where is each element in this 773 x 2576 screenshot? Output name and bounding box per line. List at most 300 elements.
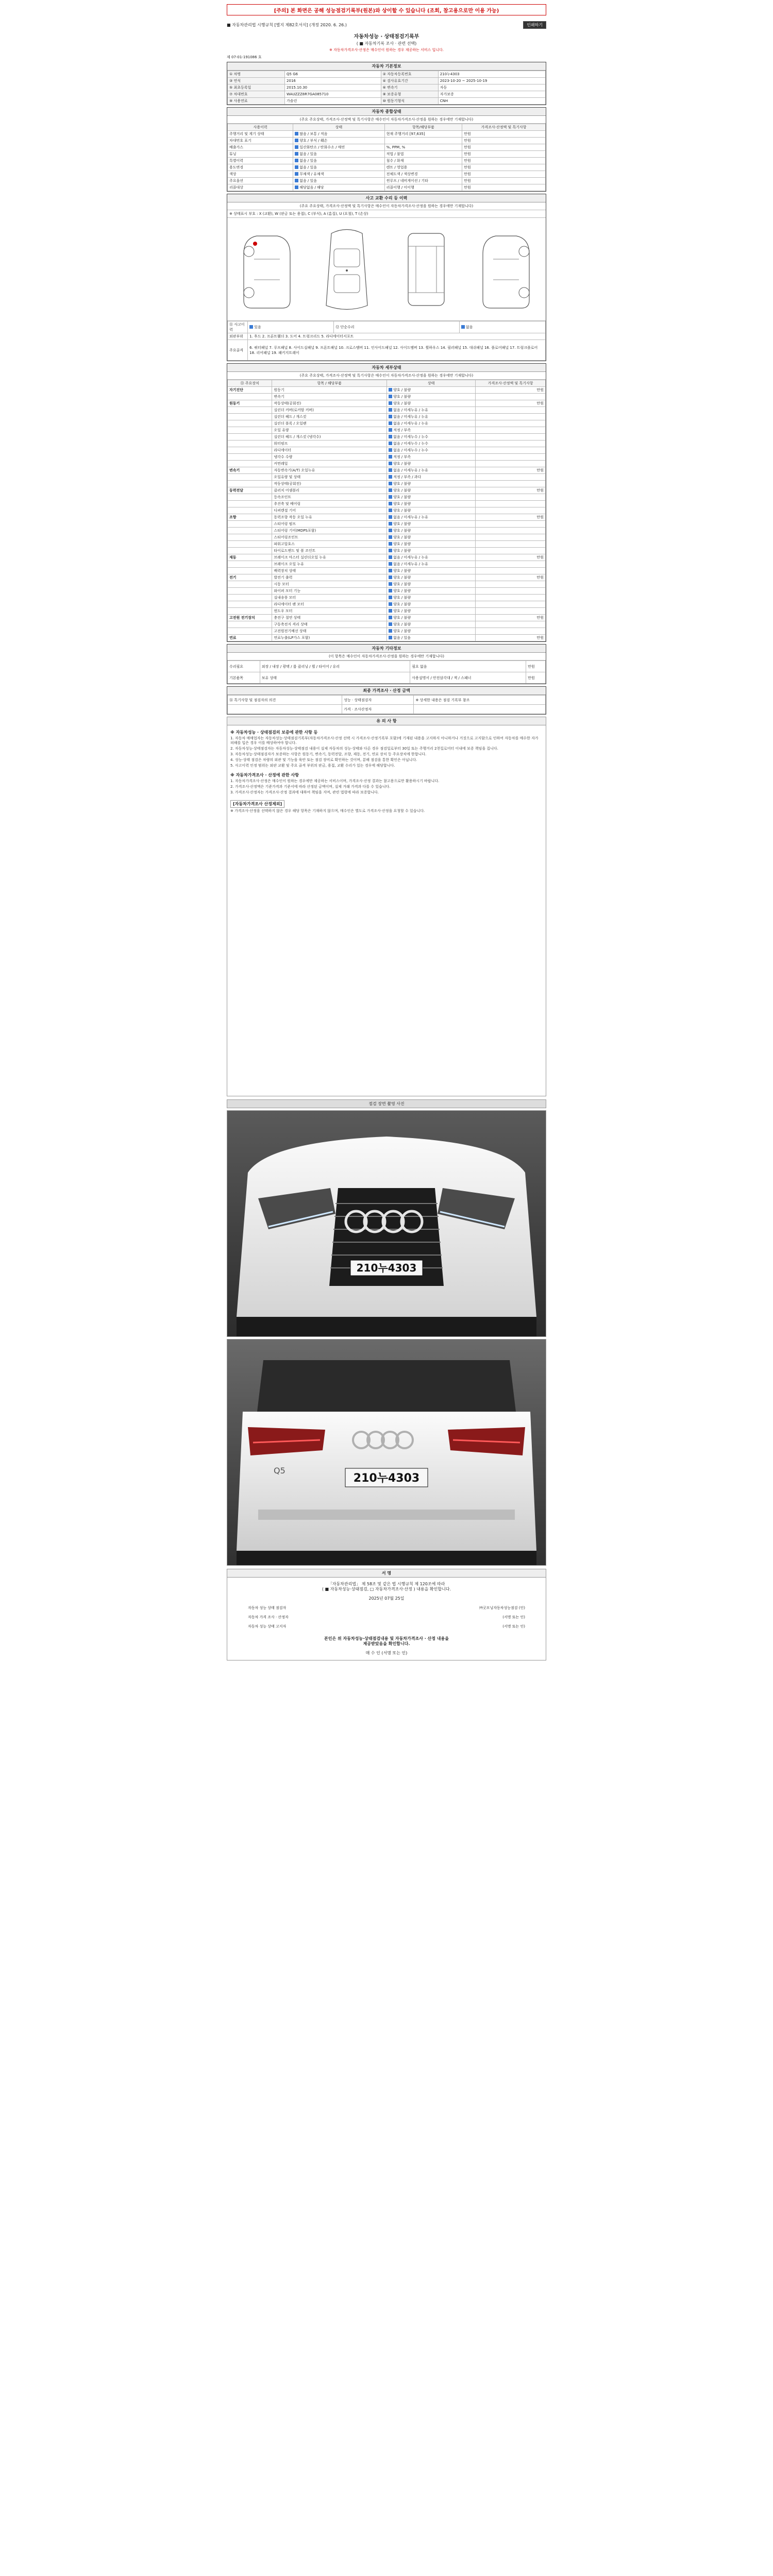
detail-cell: [228, 528, 272, 534]
note-paragraph: 5. 사고이력 인정 범위는 외판 교환 및 주요 골격 부위의 판금, 용접, 교환 수리가 있는 경우에 해당합니다.: [230, 764, 395, 768]
note-paragraph: 3. 자동차성능·상태점검자가 보증하는 사항은 원동기, 변속기, 동력전달, 조향, 제동, 전기, 연료 장치 등 주요장치에 한합니다.: [230, 752, 427, 756]
detail-cell: 양호 / 불량: [387, 494, 476, 501]
status-cell: 없음 / 있음: [293, 151, 384, 158]
status-cell: 배출가스: [228, 144, 293, 151]
notes-list-1: [230, 736, 543, 768]
detail-cell: [476, 581, 546, 588]
detail-checkbox[interactable]: [389, 542, 392, 546]
detail-cell: 없음 / 미세누유 / 누유: [387, 514, 476, 521]
detail-row: [228, 514, 546, 521]
detail-cell: [476, 507, 546, 514]
status-checkbox[interactable]: [295, 179, 298, 182]
basic-info-label: ④ 검사유효기간: [381, 78, 438, 84]
detail-row: [228, 494, 546, 501]
detail-row: [228, 434, 546, 440]
appraisal-cell: ※ 상세한 내용은 점검 기록부 참조: [414, 696, 546, 705]
note-paragraph: 4. 성능·상태 점검은 차량의 외관 및 기능을 육안 또는 점검 장비로 확인하는 것이며, 분해 점검을 통한 확인은 아닙니다.: [230, 758, 417, 762]
document-number: 제 07-01-191086 호: [227, 55, 262, 59]
detail-header-cell: 항목 / 해당부품: [272, 380, 387, 387]
detail-cell: 타이로드엔드 및 볼 조인트: [272, 548, 387, 554]
detail-checkbox[interactable]: [389, 522, 392, 526]
detail-checkbox[interactable]: [389, 421, 392, 425]
status-cell: 용도변경: [228, 164, 293, 171]
detail-cell: 오일 유량: [272, 427, 387, 434]
status-title: 자동차 종합상태: [227, 108, 546, 116]
detail-cell: 충전구 절연 상태: [272, 615, 387, 621]
detail-cell: [476, 427, 546, 434]
detail-cell: [228, 501, 272, 507]
detail-cell: [228, 581, 272, 588]
detail-checkbox[interactable]: [389, 442, 392, 445]
detail-cell: 양호 / 불량: [387, 487, 476, 494]
detail-row: [228, 394, 546, 400]
detail-row: [228, 528, 546, 534]
status-header-cell: 상태: [293, 124, 384, 131]
detail-cell: 구동축전지 격리 상태: [272, 621, 387, 628]
status-cell: 만원: [462, 164, 546, 171]
status-cell: 만원: [462, 184, 546, 191]
rear-badge-text: Q5: [274, 1466, 285, 1476]
detail-cell: 없음 / 미세누수 / 누수: [387, 440, 476, 447]
detail-table: [227, 380, 546, 641]
basic-info-label: ③ 연식: [228, 78, 285, 84]
detail-cell: 양호 / 불량: [387, 534, 476, 541]
status-cell: 특별이력: [228, 158, 293, 164]
appraisal-table: [227, 695, 546, 714]
car-rear-image: [227, 1340, 546, 1566]
detail-checkbox[interactable]: [389, 589, 392, 592]
detail-cell: 워터펌프: [272, 440, 387, 447]
detail-cell: [476, 548, 546, 554]
basic-info-value: 2016: [285, 78, 381, 84]
detail-checkbox[interactable]: [389, 475, 392, 479]
accident-desc: (주요 주요상태, 가격조사·산정액 및 특기사항은 매수인이 자동차가격조사·산정을 원하는 경우에만 기재합니다): [227, 202, 546, 210]
detail-cell: 양호 / 불량: [387, 581, 476, 588]
status-cell: 튜닝: [228, 151, 293, 158]
detail-cell: 만원: [476, 487, 546, 494]
basic-info-label: ⑥ 변속기: [381, 84, 438, 91]
detail-checkbox[interactable]: [389, 622, 392, 626]
detail-row: [228, 501, 546, 507]
detail-row: [228, 615, 546, 621]
detail-cell: [228, 434, 272, 440]
simple-repair-label: ⑫ 단순수리: [334, 321, 460, 333]
appraisal-cell: [414, 705, 546, 714]
detail-cell: 만원: [476, 400, 546, 407]
detail-checkbox[interactable]: [389, 455, 392, 459]
detail-cell: 양호 / 불량: [387, 595, 476, 601]
status-cell: [384, 138, 462, 144]
notes-title: 유 의 사 항: [227, 717, 546, 725]
sign-role: 자동차 성능 상태 고지자: [248, 1624, 287, 1629]
sign-footer-1: 본인은 위 자동차성능·상태점검내용 및 자동차가격조사 · 산정 내용을: [324, 1636, 449, 1641]
accident-section: [227, 194, 546, 361]
detail-cell: 커먼레일: [272, 461, 387, 467]
detail-row: [228, 534, 546, 541]
option-cell: 보유 상태: [260, 672, 410, 684]
detail-cell: 양호 / 불량: [387, 481, 476, 487]
detail-cell: [228, 588, 272, 595]
appraisal-title: 최종 가격조사 · 산정 금액: [227, 687, 546, 695]
detail-row: [228, 440, 546, 447]
detail-row: [228, 474, 546, 481]
detail-cell: 없음 / 미세누유 / 누유: [387, 420, 476, 427]
status-checkbox[interactable]: [295, 152, 298, 156]
option-title: 자동차 기타정보: [227, 645, 546, 653]
detail-header-cell: ⑬ 주요장치: [228, 380, 272, 387]
detail-cell: 양호 / 불량: [387, 568, 476, 574]
status-cell: 많음 / 보통 / 적음: [293, 131, 384, 138]
detail-cell: [228, 548, 272, 554]
detail-checkbox[interactable]: [389, 435, 392, 438]
main-frame-list: 6. 쿼터패널 7. 루프패널 8. 사이드실패널 9. 프론트패널 10. 크로스멤버 11. 인사이드패널 12. 사이드멤버 13. 휠하우스 14. 필러패널 15. 대쉬패널 16. 플로어패널 17. 트렁크플로어 18. 리어패널 19. 패키지트레이: [248, 340, 546, 361]
detail-cell: [228, 447, 272, 454]
basic-info-row: [228, 71, 546, 78]
detail-cell: [228, 407, 272, 414]
detail-cell: 변속기: [228, 467, 272, 474]
detail-cell: [476, 588, 546, 595]
appraisal-cell: [228, 705, 342, 714]
detail-cell: [476, 541, 546, 548]
detail-cell: 실린더 커버(로커암 커버): [272, 407, 387, 414]
notes-body: [227, 725, 546, 1096]
detail-cell: 브레이크 오일 누유: [272, 561, 387, 568]
detail-checkbox[interactable]: [389, 415, 392, 418]
basic-info-value: 자동: [438, 84, 545, 91]
detail-cell: [228, 568, 272, 574]
detail-checkbox[interactable]: [389, 549, 392, 552]
detail-cell: 양호 / 불량: [387, 394, 476, 400]
status-checkbox[interactable]: [295, 139, 298, 142]
basic-info-value: 가솔린: [285, 98, 381, 105]
detail-cell: 양호 / 불량: [387, 400, 476, 407]
main-frame-label: 주요골격: [228, 340, 248, 361]
basic-info-row: [228, 84, 546, 91]
detail-cell: 없음 / 미세누수 / 누수: [387, 447, 476, 454]
status-header-cell: 항목/해당부품: [384, 124, 462, 131]
detail-header-row: [228, 380, 546, 387]
detail-checkbox[interactable]: [389, 529, 392, 532]
option-cell: 외장 / 내장 / 광택 / 룸 클리닝 / 휠 / 타이어 / 유리: [260, 661, 410, 672]
detail-cell: [228, 494, 272, 501]
status-cell: 만원: [462, 151, 546, 158]
detail-checkbox[interactable]: [389, 502, 392, 505]
detail-cell: 실내송풍 모터: [272, 595, 387, 601]
sign-signature: (서명 또는 인): [502, 1624, 525, 1629]
sign-role: 자동차 가격 조사 · 산정자: [248, 1615, 289, 1619]
detail-cell: 라디에이터: [272, 447, 387, 454]
sign-title: 서 명: [227, 1569, 546, 1578]
detail-cell: 양호 / 불량: [387, 387, 476, 394]
detail-row: [228, 427, 546, 434]
detail-checkbox[interactable]: [389, 388, 392, 392]
detail-checkbox[interactable]: [389, 495, 392, 499]
basic-info-value: 2023-10-20 ~ 2025-10-19: [438, 78, 545, 84]
detail-cell: 스티어링 펌프: [272, 521, 387, 528]
detail-cell: [228, 461, 272, 467]
detail-cell: [476, 628, 546, 635]
detail-checkbox[interactable]: [389, 555, 392, 559]
detail-checkbox[interactable]: [389, 575, 392, 579]
status-cell: 주행거리 및 계기 상태: [228, 131, 293, 138]
detail-cell: [228, 481, 272, 487]
sign-row: [238, 1605, 535, 1611]
detail-checkbox[interactable]: [389, 616, 392, 619]
detail-cell: 등속조인트: [272, 494, 387, 501]
status-cell: 없음 / 있음: [293, 158, 384, 164]
status-cell: 리콜이행 / 미이행: [384, 184, 462, 191]
detail-cell: [476, 608, 546, 615]
detail-cell: 실린더 블록 / 오일팬: [272, 420, 387, 427]
detail-cell: 발전기 출력: [272, 574, 387, 581]
status-cell: 양호 / 부식 / 훼손: [293, 138, 384, 144]
sign-signature: (서명 또는 인): [502, 1615, 525, 1619]
option-cell: 만원: [526, 672, 546, 684]
detail-cell: 제동: [228, 554, 272, 561]
detail-cell: [476, 461, 546, 467]
detail-cell: 자동변속기(A/T) 오일누유: [272, 467, 387, 474]
sign-line-2: ( ■ 자동차성능·상태점검, □ 자동차가격조사·산정 ) 내용을 확인합니다.: [322, 1587, 451, 1591]
frame-parts-list: 1. 후드 2. 프론트휀더 3. 도어 4. 트렁크리드 5. 라디에이터서포트: [248, 333, 546, 340]
detail-cell: [476, 440, 546, 447]
detail-row: [228, 554, 546, 561]
option-cell: 수리필요: [228, 661, 260, 672]
detail-cell: 작동상태(공회전): [272, 481, 387, 487]
detail-cell: [476, 595, 546, 601]
detail-cell: [476, 454, 546, 461]
detail-checkbox[interactable]: [389, 468, 392, 472]
detail-cell: [228, 394, 272, 400]
basic-info-section: [227, 62, 546, 105]
detail-cell: 양호 / 불량: [387, 521, 476, 528]
detail-row: [228, 507, 546, 514]
detail-cell: 적정 / 부족: [387, 427, 476, 434]
basic-info-label: ⑧ 보증유형: [381, 91, 438, 98]
detail-row: [228, 574, 546, 581]
detail-checkbox[interactable]: [389, 428, 392, 432]
basic-info-label: ② 자동차등록번호: [381, 71, 438, 78]
status-row: [228, 138, 546, 144]
detail-checkbox[interactable]: [389, 569, 392, 572]
detail-row: [228, 608, 546, 615]
option-table: [227, 660, 546, 684]
detail-row: [228, 568, 546, 574]
basic-info-value: 2015.10.30: [285, 84, 381, 91]
sign-body: [227, 1578, 546, 1660]
detail-cell: 전기: [228, 574, 272, 581]
detail-row: [228, 541, 546, 548]
detail-checkbox[interactable]: [389, 509, 392, 512]
status-cell: %, PPM, %: [384, 144, 462, 151]
note-paragraph: 2. 가격조사·산정액은 기준가격과 기준서에 따라 산정된 금액이며, 실제 거래 가격과 다를 수 있습니다.: [230, 785, 391, 789]
detail-row: [228, 447, 546, 454]
sign-row: [238, 1615, 535, 1620]
detail-cell: [476, 434, 546, 440]
detail-cell: [476, 394, 546, 400]
detail-cell: 냉각수 수량: [272, 454, 387, 461]
status-row: [228, 151, 546, 158]
detail-cell: 없음 / 미세누유 / 누유: [387, 554, 476, 561]
status-checkbox[interactable]: [295, 172, 298, 176]
form-number: ■ 자동차관리법 시행규칙 [별지 제82호서식] (개정 2020. 6. 26.): [227, 22, 347, 27]
status-cell: 만원: [462, 171, 546, 178]
detail-cell: 실린더 헤드 / 개스킷 (냉각수): [272, 434, 387, 440]
accident-title: 사고 교환 수리 등 이력: [227, 194, 546, 202]
car-front-image: [227, 1111, 546, 1337]
detail-checkbox[interactable]: [389, 636, 392, 639]
status-checkbox[interactable]: [295, 185, 298, 189]
detail-cell: 원동기: [272, 387, 387, 394]
option-row: [228, 661, 546, 672]
status-checkbox[interactable]: [295, 145, 298, 149]
sign-rows: [238, 1605, 535, 1629]
detail-checkbox[interactable]: [389, 582, 392, 586]
detail-cell: 라디에이터 팬 모터: [272, 601, 387, 608]
inspection-document: [227, 21, 546, 1660]
status-checkbox[interactable]: [295, 165, 298, 169]
accident-history-value: 있음: [248, 321, 334, 333]
detail-cell: [228, 414, 272, 420]
detail-row: [228, 628, 546, 635]
detail-checkbox[interactable]: [389, 448, 392, 452]
detail-checkbox[interactable]: [389, 462, 392, 465]
detail-row: [228, 407, 546, 414]
detail-row: [228, 561, 546, 568]
detail-row: [228, 588, 546, 595]
detail-cell: 고전원전기배선 상태: [272, 628, 387, 635]
basic-info-label: ⑨ 사용연료: [228, 98, 285, 105]
detail-checkbox[interactable]: [389, 488, 392, 492]
detail-cell: [476, 481, 546, 487]
car-side-right-icon: [473, 223, 540, 316]
detail-cell: [228, 561, 272, 568]
detail-cell: 양호 / 불량: [387, 461, 476, 467]
basic-info-row: [228, 98, 546, 105]
detail-cell: 브레이크 마스터 실린더오일 누유: [272, 554, 387, 561]
detail-checkbox[interactable]: [389, 482, 392, 485]
notes-list-3: [230, 809, 543, 814]
notice-banner: [주의] 본 화면은 공해 성능점검기록부(원본)와 상이할 수 있습니다 (조회, 참고용으로만 이용 가능): [227, 4, 546, 15]
detail-checkbox[interactable]: [389, 596, 392, 599]
document-title: 자동차성능 · 상태점검기록부: [354, 34, 419, 40]
detail-cell: 연료: [228, 635, 272, 641]
notes-heading-1: ※ 자동차성능 · 상태점검의 보증에 관한 사항 등: [230, 730, 318, 735]
option-cell: 기본품목: [228, 672, 260, 684]
status-cell: 전체도색 / 색상변경: [384, 171, 462, 178]
status-cell: 없음 / 있음: [293, 178, 384, 184]
print-button[interactable]: 인쇄하기: [523, 21, 546, 29]
sign-row: [238, 1624, 535, 1629]
detail-cell: 양호 / 불량: [387, 601, 476, 608]
detail-cell: 없음 / 미세누유 / 누유: [387, 407, 476, 414]
detail-cell: 적정 / 부족: [387, 454, 476, 461]
detail-checkbox[interactable]: [389, 562, 392, 566]
accident-yes-checkbox[interactable]: [249, 325, 253, 329]
detail-checkbox[interactable]: [389, 408, 392, 412]
status-checkbox[interactable]: [295, 159, 298, 162]
car-diagram: [227, 218, 546, 321]
notes-heading-2: ※ 자동차가격조사 · 산정에 관한 사항: [230, 773, 299, 777]
status-cell: 만원: [462, 144, 546, 151]
sign-line-1: 「자동차관리법」 제 58조 및 같은 법 시행규칙 제 120조에 따라: [328, 1582, 445, 1586]
detail-checkbox[interactable]: [389, 395, 392, 398]
detail-row: [228, 635, 546, 641]
repair-no-checkbox[interactable]: [461, 325, 465, 329]
detail-cell: 동력조향 작동 오일 누유: [272, 514, 387, 521]
detail-row: [228, 387, 546, 394]
detail-cell: [228, 534, 272, 541]
detail-cell: 없음 / 미세누유 / 누유: [387, 561, 476, 568]
status-cell: 주요옵션: [228, 178, 293, 184]
document-subtitle: ( ■ 자동차기록 조사 · 관련 선택): [356, 41, 417, 46]
detail-cell: 양호 / 불량: [387, 548, 476, 554]
basic-info-row: [228, 78, 546, 84]
detail-cell: [476, 561, 546, 568]
detail-checkbox[interactable]: [389, 629, 392, 633]
detail-cell: 작동상태(공회전): [272, 400, 387, 407]
detail-checkbox[interactable]: [389, 609, 392, 613]
status-row: [228, 171, 546, 178]
detail-checkbox[interactable]: [389, 401, 392, 405]
detail-cell: 원동기: [228, 400, 272, 407]
sign-signature: ㈜굿모닝자동차성능점검 (인): [479, 1606, 525, 1610]
detail-cell: [476, 407, 546, 414]
appraisal-section: [227, 686, 546, 715]
option-section: [227, 644, 546, 684]
detail-row: [228, 581, 546, 588]
detail-cell: 만원: [476, 635, 546, 641]
detail-row: [228, 548, 546, 554]
option-cell: 필요 없음: [410, 661, 526, 672]
detail-checkbox[interactable]: [389, 515, 392, 519]
detail-cell: 없음 / 미세누유 / 누유: [387, 414, 476, 420]
detail-cell: 없음 / 있음: [387, 635, 476, 641]
photo-title: 점검 장면 촬영 사진: [227, 1099, 546, 1108]
appraisal-cell: 성능 · 상태점검자: [342, 696, 414, 705]
detail-cell: [476, 501, 546, 507]
detail-title: 자동차 세부상태: [227, 364, 546, 372]
detail-cell: [476, 494, 546, 501]
sign-date: 2025년 07월 25일: [368, 1596, 405, 1601]
status-row: [228, 164, 546, 171]
detail-header-cell: 상태: [387, 380, 476, 387]
front-photo: [227, 1110, 546, 1337]
status-cell: 침수 / 화재: [384, 158, 462, 164]
appraisal-cell: ⑭ 특기사항 및 점검자의 의견: [228, 696, 342, 705]
basic-info-value: WAUZZZ8R7GA085710: [285, 91, 381, 98]
detail-checkbox[interactable]: [389, 602, 392, 606]
status-cell: 썬루프 / 네비게이션 / 기타: [384, 178, 462, 184]
detail-checkbox[interactable]: [389, 535, 392, 539]
detail-cell: 스티어링 기어(MDPS포함): [272, 528, 387, 534]
detail-cell: 만원: [476, 574, 546, 581]
detail-cell: 없음 / 미세누수 / 누수: [387, 434, 476, 440]
detail-cell: [476, 601, 546, 608]
detail-cell: 조향: [228, 514, 272, 521]
detail-cell: 오일유량 및 상태: [272, 474, 387, 481]
status-cell: 해당없음 / 해당: [293, 184, 384, 191]
detail-cell: 배력장치 상태: [272, 568, 387, 574]
status-checkbox[interactable]: [295, 132, 298, 135]
detail-row: [228, 420, 546, 427]
option-cell: 만원: [526, 661, 546, 672]
status-cell: 없음 / 있음: [293, 164, 384, 171]
option-row: [228, 672, 546, 684]
detail-cell: [228, 621, 272, 628]
detail-row: [228, 454, 546, 461]
detail-cell: 양호 / 불량: [387, 574, 476, 581]
detail-cell: 만원: [476, 387, 546, 394]
